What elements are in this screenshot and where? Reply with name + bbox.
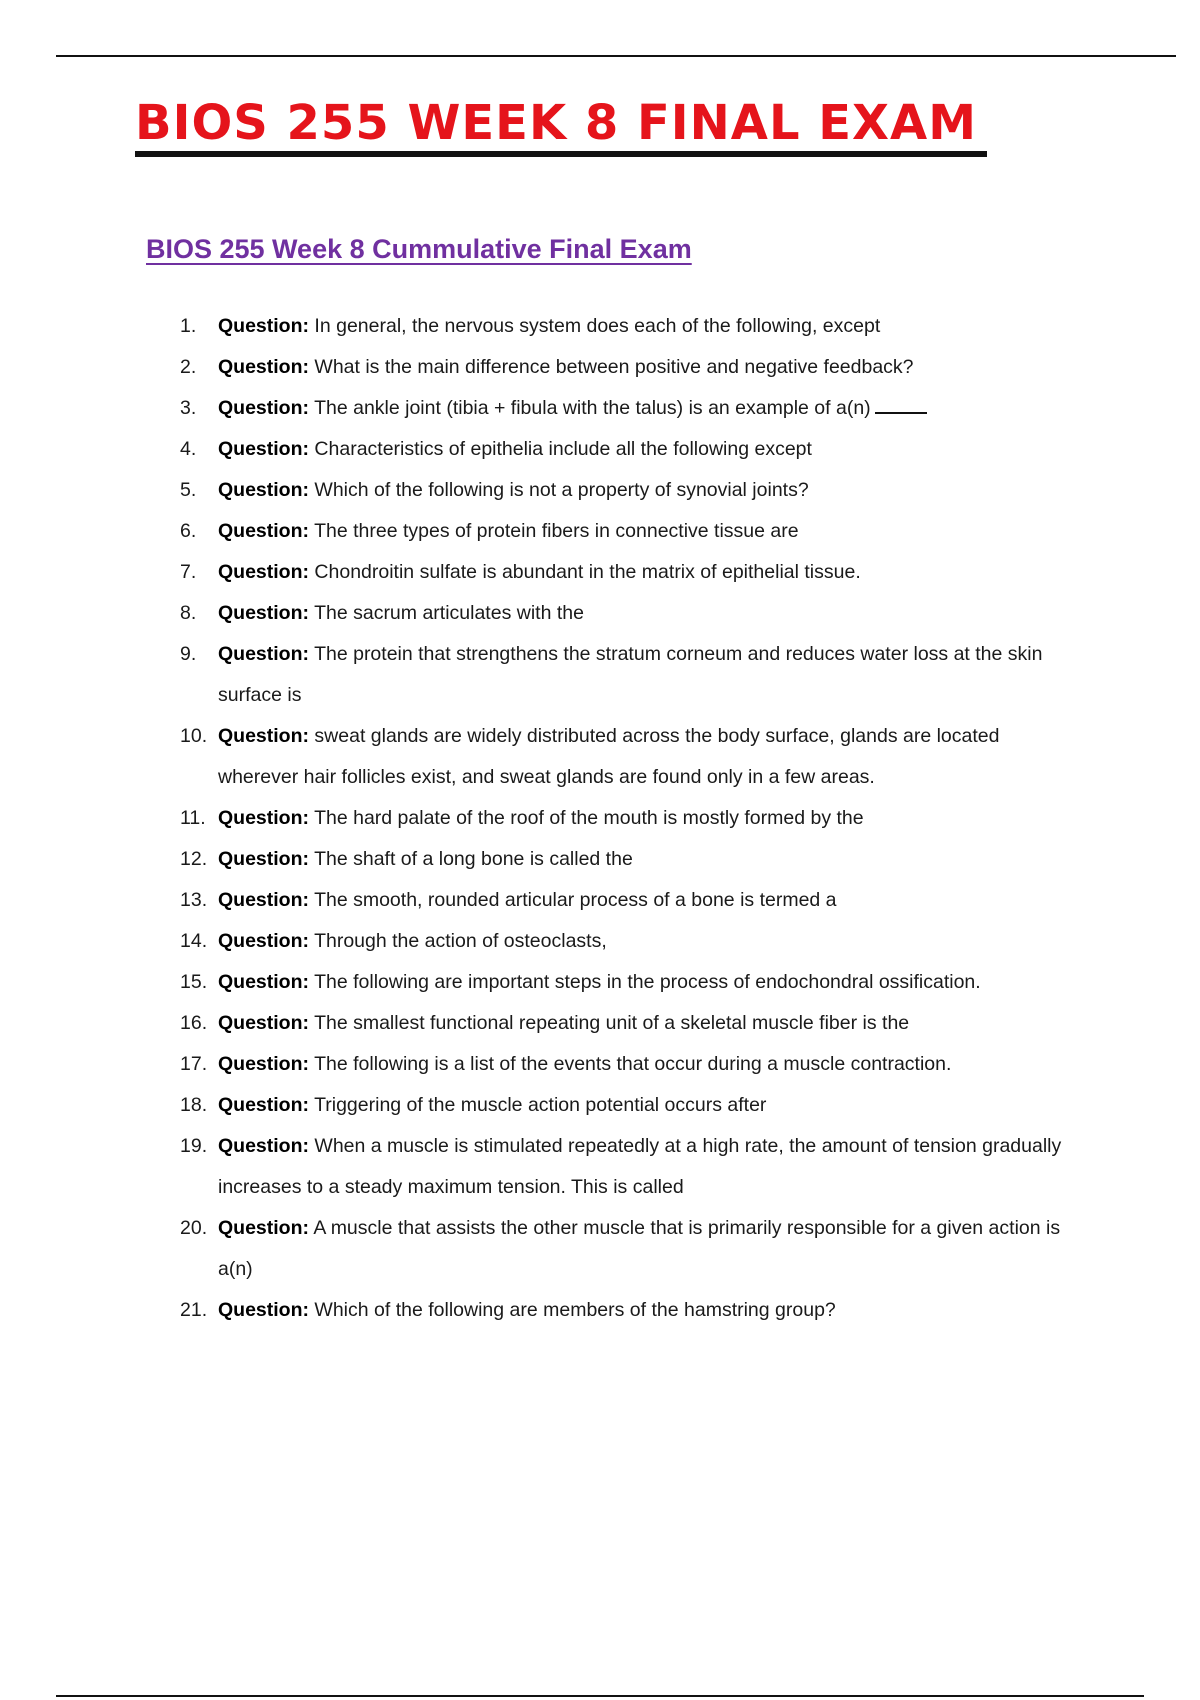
question-label: Question:: [218, 479, 309, 501]
page-title: BIOS 255 WEEK 8 FINAL EXAM: [135, 96, 987, 157]
question-item: [0, 1208, 1200, 1290]
question-item: [0, 429, 1200, 470]
question-number: 7.: [180, 561, 197, 583]
question-number: 2.: [180, 356, 197, 378]
question-label: Question:: [218, 1094, 309, 1116]
question-number: 4.: [180, 438, 197, 460]
question-number: 12.: [180, 848, 208, 870]
question-label: Question:: [218, 889, 309, 911]
question-label: Question:: [218, 807, 309, 829]
question-text: The smallest functional repeating unit of a skeletal muscle fiber is the: [314, 1012, 910, 1034]
bottom-rule: [56, 1695, 1144, 1697]
question-number: 11.: [180, 807, 206, 829]
question-label: Question:: [218, 1053, 309, 1075]
question-text: The sacrum articulates with the: [314, 602, 584, 624]
question-item: [0, 511, 1200, 552]
question-text: Triggering of the muscle action potential occurs after: [314, 1094, 767, 1116]
question-number: 21.: [180, 1299, 208, 1321]
question-text: In general, the nervous system does each of the following, except: [314, 315, 881, 337]
question-text: The following is a list of the events that occur during a muscle contraction.: [314, 1053, 952, 1075]
title-block: [135, 96, 987, 157]
question-text: The hard palate of the roof of the mouth is mostly formed by the: [314, 807, 864, 829]
question-number: 9.: [180, 643, 197, 665]
question-item: [0, 1290, 1200, 1331]
question-item: [0, 798, 1200, 839]
question-label: Question:: [218, 561, 309, 583]
question-number: 10.: [180, 725, 208, 747]
question-label: Question:: [218, 397, 309, 419]
question-text: The shaft of a long bone is called the: [314, 848, 633, 870]
question-number: 20.: [180, 1217, 208, 1239]
question-label: Question:: [218, 602, 309, 624]
question-text: sweat glands are widely distributed across the body surface, glands are located wherever hair follicles exist, and sweat glands are found only in a few areas.: [218, 725, 1000, 788]
question-label: Question:: [218, 520, 309, 542]
question-number: 19.: [180, 1135, 208, 1157]
question-label: Question:: [218, 643, 309, 665]
question-number: 1.: [180, 315, 197, 337]
question-item: [0, 306, 1200, 347]
question-number: 6.: [180, 520, 197, 542]
question-label: Question:: [218, 1217, 309, 1239]
question-label: Question:: [218, 315, 309, 337]
question-label: Question:: [218, 725, 309, 747]
question-item: [0, 593, 1200, 634]
question-text: Which of the following is not a property of synovial joints?: [314, 479, 809, 501]
question-item: [0, 962, 1200, 1003]
question-item: [0, 552, 1200, 593]
question-text: Which of the following are members of the hamstring group?: [314, 1299, 836, 1321]
page-subtitle: BIOS 255 Week 8 Cummulative Final Exam: [146, 234, 692, 264]
question-label: Question:: [218, 356, 309, 378]
question-text: A muscle that assists the other muscle that is primarily responsible for a given action is a(n): [218, 1217, 1061, 1280]
question-item: [0, 347, 1200, 388]
top-rule: [56, 55, 1176, 57]
question-item: [0, 634, 1200, 716]
question-label: Question:: [218, 1299, 309, 1321]
question-item: [0, 921, 1200, 962]
question-label: Question:: [218, 1012, 309, 1034]
question-label: Question:: [218, 848, 309, 870]
question-label: Question:: [218, 438, 309, 460]
question-item: [0, 1044, 1200, 1085]
question-text: The following are important steps in the process of endochondral ossification.: [314, 971, 981, 993]
question-item: [0, 1085, 1200, 1126]
question-text: The protein that strengthens the stratum corneum and reduces water loss at the skin surface is: [218, 643, 1043, 706]
question-label: Question:: [218, 1135, 309, 1157]
question-number: 18.: [180, 1094, 208, 1116]
question-item: [0, 470, 1200, 511]
question-number: 14.: [180, 930, 208, 952]
question-text: The smooth, rounded articular process of a bone is termed a: [314, 889, 837, 911]
question-text: Chondroitin sulfate is abundant in the matrix of epithelial tissue.: [314, 561, 861, 583]
question-item: [0, 1126, 1200, 1208]
answer-blank: [875, 396, 927, 414]
question-text: When a muscle is stimulated repeatedly at a high rate, the amount of tension gradually increases to a steady maximum tension. This is called: [218, 1135, 1062, 1198]
question-number: 15.: [180, 971, 208, 993]
question-item: [0, 839, 1200, 880]
question-item: [0, 716, 1200, 798]
question-list: [0, 306, 1200, 1331]
question-text: What is the main difference between positive and negative feedback?: [314, 356, 914, 378]
question-number: 3.: [180, 397, 197, 419]
question-number: 17.: [180, 1053, 208, 1075]
question-item: [0, 880, 1200, 921]
question-number: 8.: [180, 602, 197, 624]
question-text: The ankle joint (tibia + fibula with the talus) is an example of a(n): [314, 397, 871, 419]
question-number: 5.: [180, 479, 197, 501]
question-item: [0, 1003, 1200, 1044]
question-text: The three types of protein fibers in connective tissue are: [314, 520, 799, 542]
question-text: Through the action of osteoclasts,: [314, 930, 607, 952]
question-item: [0, 388, 1200, 429]
question-number: 16.: [180, 1012, 208, 1034]
question-number: 13.: [180, 889, 208, 911]
question-label: Question:: [218, 971, 309, 993]
question-label: Question:: [218, 930, 309, 952]
question-text: Characteristics of epithelia include all the following except: [314, 438, 812, 460]
